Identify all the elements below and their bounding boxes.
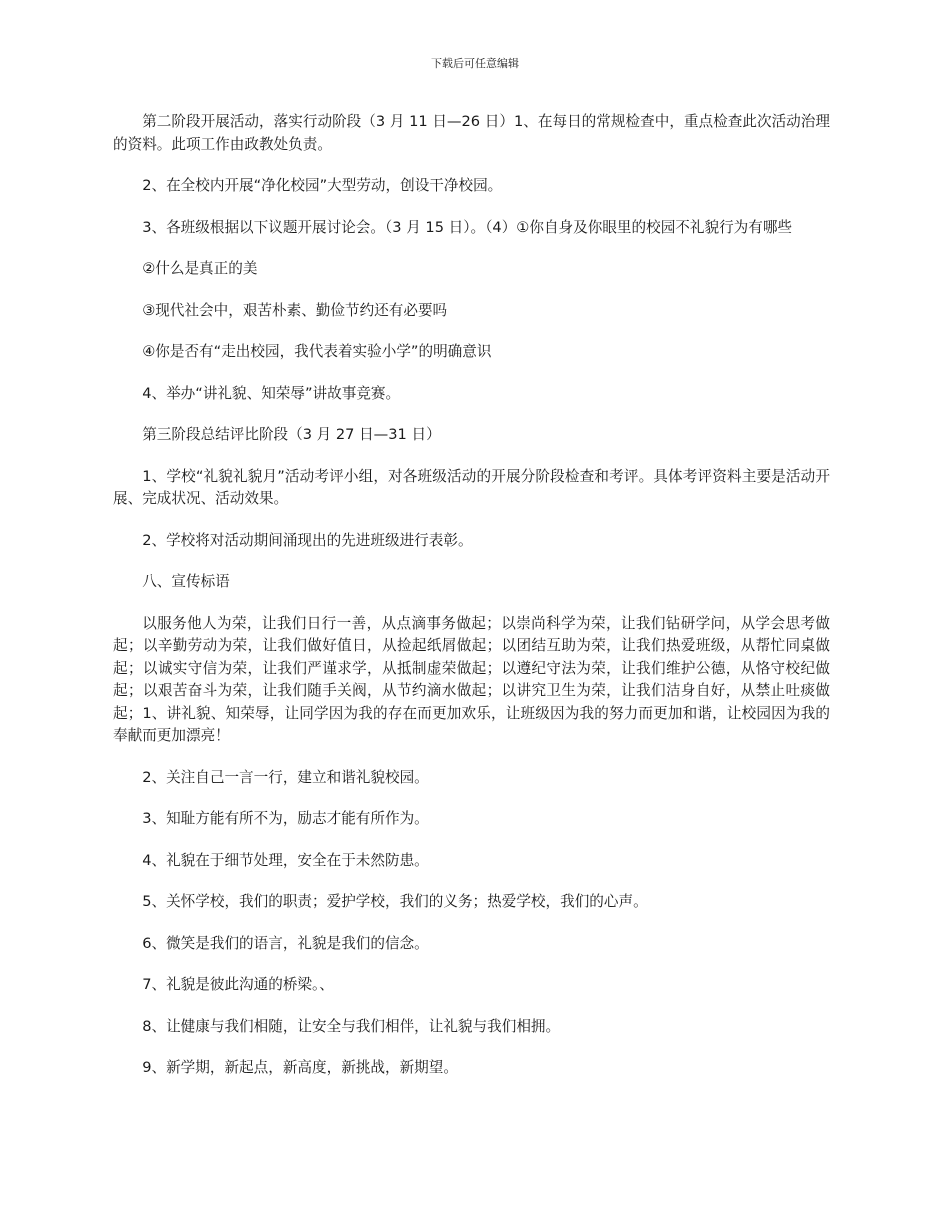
paragraph-topic-frugality: ③现代社会中，艰苦朴素、勤俭节约还有必要吗 <box>142 301 448 319</box>
slogan-item-9: 9、新学期，新起点，新高度，新挑战，新期望。 <box>142 1059 458 1076</box>
slogan-item-7: 7、礼貌是彼此沟通的桥梁。、 <box>142 976 334 993</box>
paragraph-class-discussion: 3、各班级根据以下议题开展讨论会。（3 月 15 日）。（4）①你自身及你眼里的校园不礼貌行为有哪些 <box>142 218 793 236</box>
paragraph-stage-three: 第三阶段总结评比阶段（3 月 27 日—31 日） <box>142 426 441 443</box>
paragraph-clean-campus: 2、在全校内开展“净化校园”大型劳动，创设干净校园。 <box>142 177 503 194</box>
paragraph-topic-awareness: ④你是否有“走出校园，我代表着实验小学”的明确意识 <box>142 343 492 360</box>
section-heading-slogans: 八、宣传标语 <box>142 573 230 590</box>
slogan-item-3: 3、知耻方能有所不为，励志才能有所作为。 <box>142 810 429 827</box>
slogan-item-2: 2、关注自己一言一行，建立和谐礼貌校园。 <box>142 768 429 786</box>
slogan-item-6: 6、微笑是我们的语言，礼貌是我们的信念。 <box>142 934 429 952</box>
page-header-note: 下载后可任意编辑 <box>431 57 519 70</box>
paragraph-story-contest: 4、举办“讲礼貌、知荣辱”讲故事竞赛。 <box>142 384 401 402</box>
slogan-item-4: 4、礼貌在于细节处理，安全在于未然防患。 <box>142 851 429 869</box>
paragraph-topic-beauty: ②什么是真正的美 <box>142 260 258 277</box>
slogan-item-5: 5、关怀学校，我们的职责；爱护学校，我们的义务；热爱学校，我们的心声。 <box>142 893 648 910</box>
paragraph-slogans-long: 以服务他人为荣，让我们日行一善，从点滴事务做起；以崇尚科学为荣，让我们钻研学问，从学会思考做起；以辛勤劳动为荣，让我们做好值日，从捡起纸屑做起；以团结互助为荣，让我们热爱班级，从帮忙同桌做起；以诚实守信为荣，让我们严谨求学，从抵制虚荣做起；以遵纪守法为荣，让我们维护公德，从恪守校纪做起；以艰苦奋斗为荣，让我们随手关阀，从节约滴水做起；以讲究卫生为荣，让我们洁身自好，从禁止吐痰做起；1、讲礼貌、知荣辱，让同学因为我的存在而更加欢乐，让班级因为我的努力而更加和谐，让校园因为我的奉献而更加漂亮！ <box>113 614 830 744</box>
paragraph-evaluation: 1、学校“礼貌礼貌月”活动考评小组，对各班级活动的开展分阶段检查和考评。具体考评资料主要是活动开展、完成状况、活动效果。 <box>113 467 830 507</box>
document-body <box>113 111 830 1099</box>
paragraph-commendation: 2、学校将对活动期间涌现出的先进班级进行表彰。 <box>142 531 473 549</box>
paragraph-stage-two-intro: 第二阶段开展活动，落实行动阶段（3 月 11 日—26 日）1、在每日的常规检查中，重点检查此次活动治理的资料。此项工作由政教处负责。 <box>113 113 830 153</box>
slogan-item-8: 8、让健康与我们相随，让安全与我们相伴，让礼貌与我们相拥。 <box>142 1017 561 1035</box>
